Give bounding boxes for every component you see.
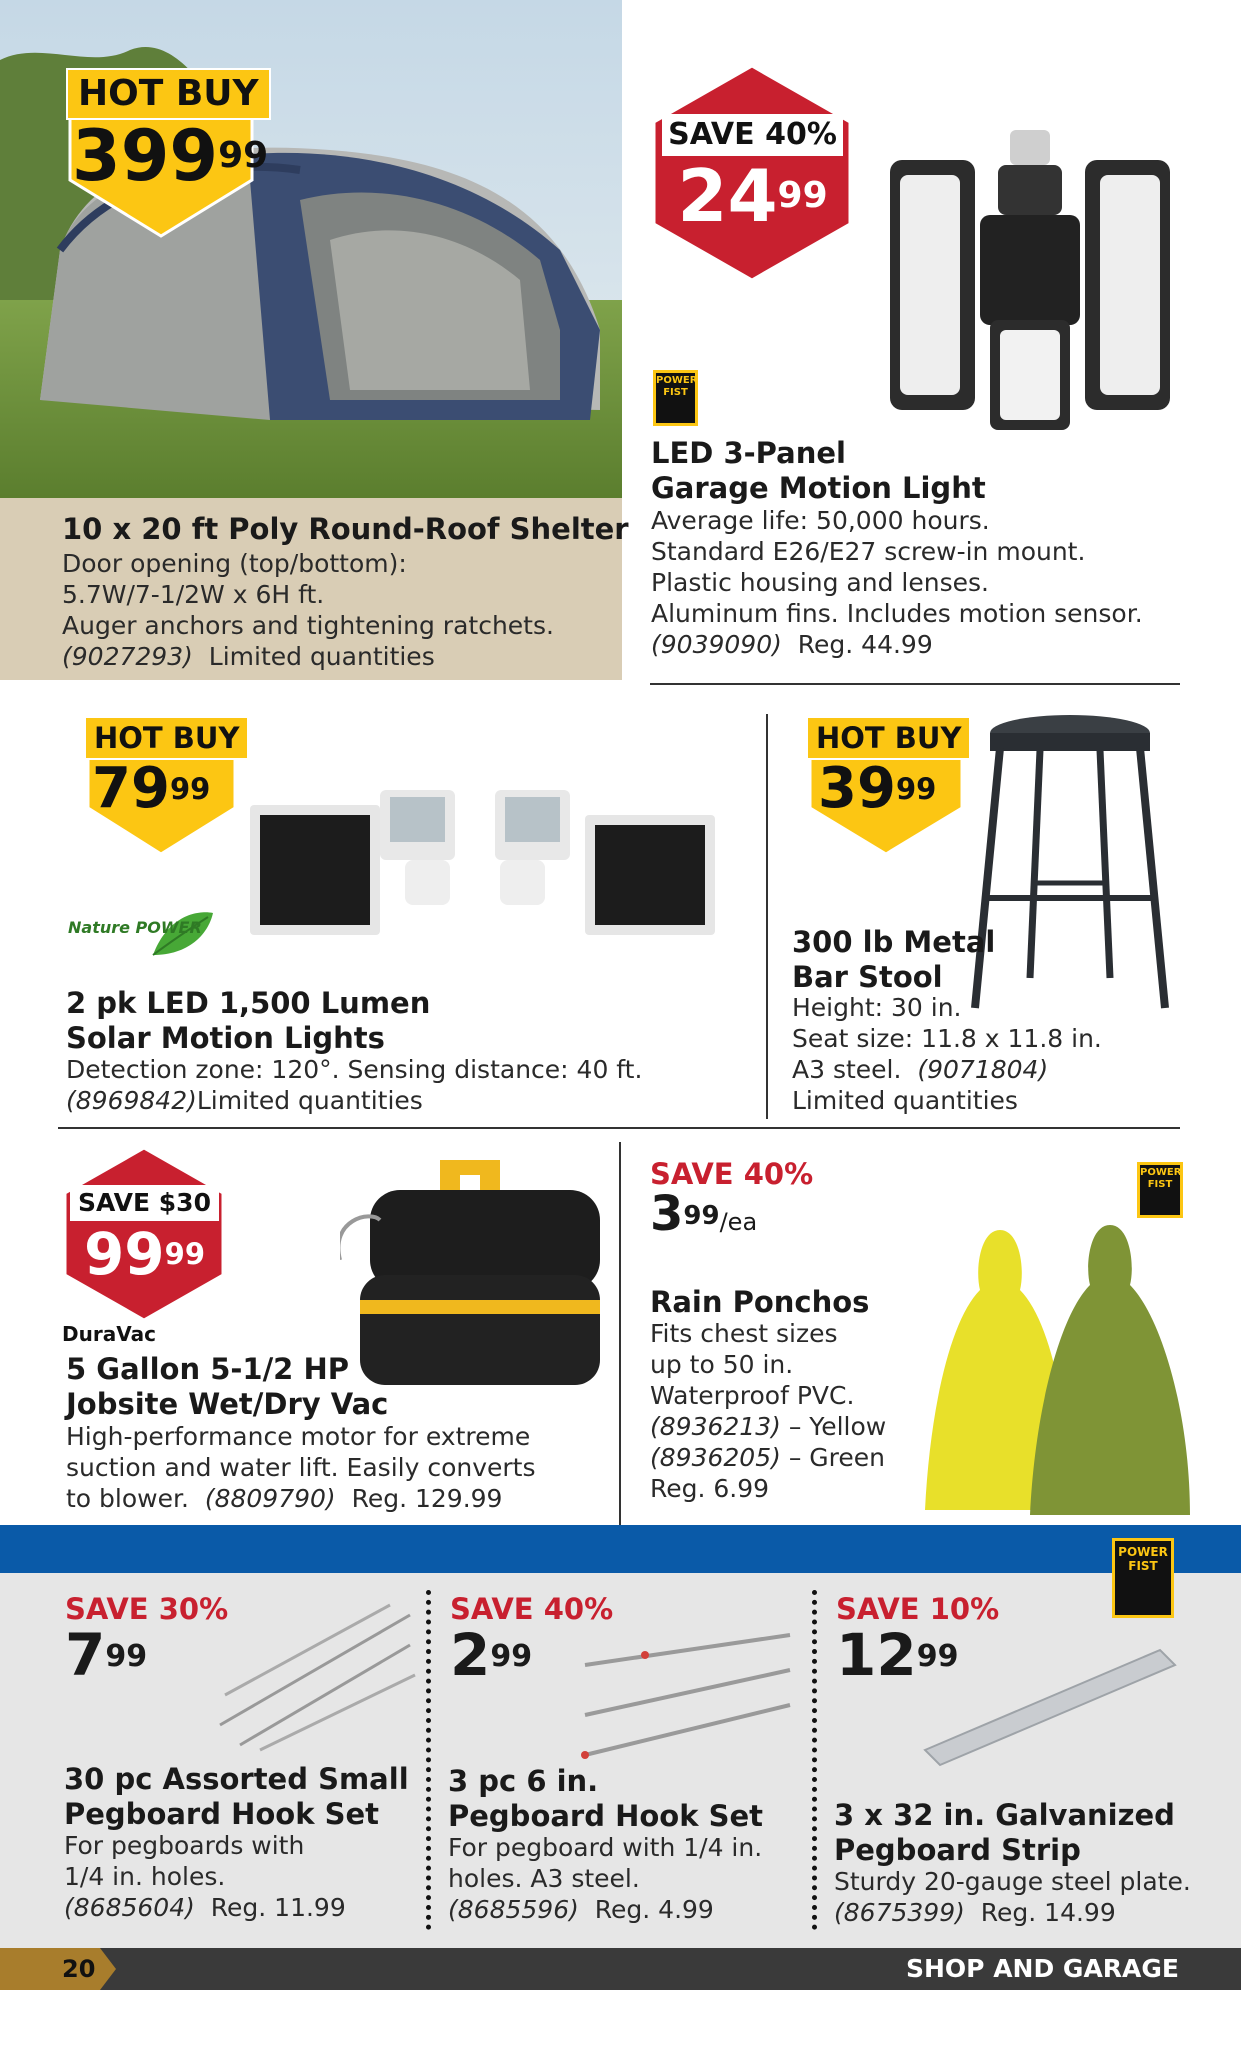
power-fist-logo: POWER FIST [1137,1162,1183,1218]
divider [58,1127,1180,1129]
hook-small-image [210,1595,420,1755]
save-label: SAVE $30 [70,1185,219,1221]
blue-band [0,1525,1241,1573]
divider-dotted [812,1590,817,1930]
hook-6in-title: 3 pc 6 in. Pegboard Hook Set [448,1764,764,1833]
bar-stool-title: 300 lb Metal Bar Stool [792,925,996,994]
garage-light-title: LED 3-Panel Garage Motion Light [651,436,986,505]
solar-lights-title: 2 pk LED 1,500 Lumen Solar Motion Lights [66,986,431,1055]
hot-buy-label: HOT BUY [84,716,249,760]
garage-light-save-badge [650,62,855,284]
shelter-desc: Door opening (top/bottom): 5.7W/7-1/2W x 6H ft. Auger anchors and tightening ratchets. (9027293) Limited quantities [62,549,554,671]
sale-price: $12^{99}$ [836,1621,959,1689]
sale-price: $7^{99}$ [65,1621,148,1689]
garage-light-desc: Average life: 50,000 hours. Standard E26/E27 screw-in mount. Plastic housing and lenses. Aluminum fins. Includes motion sensor. (9039090) Reg. 44.99 [651,506,1143,659]
save-label: SAVE 40% [450,1592,614,1626]
save-label: SAVE 10% [836,1592,1000,1626]
shelter-hot-buy-badge [66,68,269,238]
section-title: SHOP AND GARAGE [906,1954,1179,1983]
sale-price: $99^{99}$ [83,1220,206,1288]
save-label: SAVE 30% [65,1592,229,1626]
hot-buy-price: $399^{99}$ [72,115,269,197]
hot-buy-price: $39^{99}$ [818,756,937,821]
divider [650,683,1180,685]
peg-strip-image [920,1640,1180,1770]
wet-vac-title: 5 Gallon 5-1/2 HP Jobsite Wet/Dry Vac [66,1352,389,1421]
solar-lights-image [245,785,725,955]
ponchos-desc: Fits chest sizes up to 50 in. Waterproof PVC. (8936213) – Yellow (8936205) – Green Reg. 6.99 [650,1319,887,1503]
power-fist-logo: POWER FIST [1112,1538,1174,1618]
hook-small-desc: For pegboards with 1/4 in. holes. (8685604) Reg. 11.99 [64,1831,346,1922]
ponchos-title: Rain Ponchos [650,1285,870,1319]
hot-buy-price: $79^{99}$ [92,756,211,821]
garage-light-image [880,120,1180,440]
hot-buy-label: HOT BUY [806,716,971,760]
hook-6in-desc: For pegboard with 1/4 in. holes. A3 steel. (8685596) Reg. 4.99 [448,1833,763,1924]
solar-hot-buy-badge [84,716,239,856]
wet-vac-save-badge [62,1145,227,1323]
save-label: SAVE 40% [650,1157,814,1191]
shelter-title: 10 x 20 ft Poly Round-Roof Shelter [62,512,629,546]
peg-strip-desc: Sturdy 20-gauge steel plate. (8675399) Reg. 14.99 [834,1867,1191,1927]
nature-power-logo [68,905,218,963]
duravac-logo: DuraVac [62,1322,156,1346]
hook-6in-image [575,1625,805,1765]
hook-small-title: 30 pc Assorted Small Pegboard Hook Set [64,1762,409,1831]
bottom-margin [0,1990,1241,2048]
page-number-tab [0,1948,120,1990]
page-number: 20 [62,1955,96,1983]
wet-vac-desc: High-performance motor for extreme suction and water lift. Easily converts to blower. (8809790) Reg. 129.99 [66,1422,536,1513]
hot-buy-label: HOT BUY [66,68,271,120]
divider-dotted [426,1590,431,1930]
peg-strip-title: 3 x 32 in. Galvanized Pegboard Strip [834,1798,1175,1867]
nature-power-text: Nature POWER [68,918,202,937]
ponchos-image [920,1220,1195,1520]
sale-price: $2^{99}$ [450,1621,533,1689]
solar-lights-desc: Detection zone: 120°. Sensing distance: 40 ft. (8969842)Limited quantities [66,1055,643,1115]
bar-stool-desc: Height: 30 in. Seat size: 11.8 x 11.8 in. A3 steel. (9071804) Limited quantities [792,993,1102,1115]
power-fist-logo: POWER FIST [653,370,698,426]
sale-price: $24^{99}$ [677,154,828,238]
stool-hot-buy-badge [806,716,966,856]
bar-stool-image [970,708,1170,1028]
divider-vertical [766,714,768,1119]
divider-vertical [619,1142,621,1526]
save-label: SAVE 40% [662,114,843,156]
sale-price: $3^{99}/ea$ [650,1186,758,1242]
